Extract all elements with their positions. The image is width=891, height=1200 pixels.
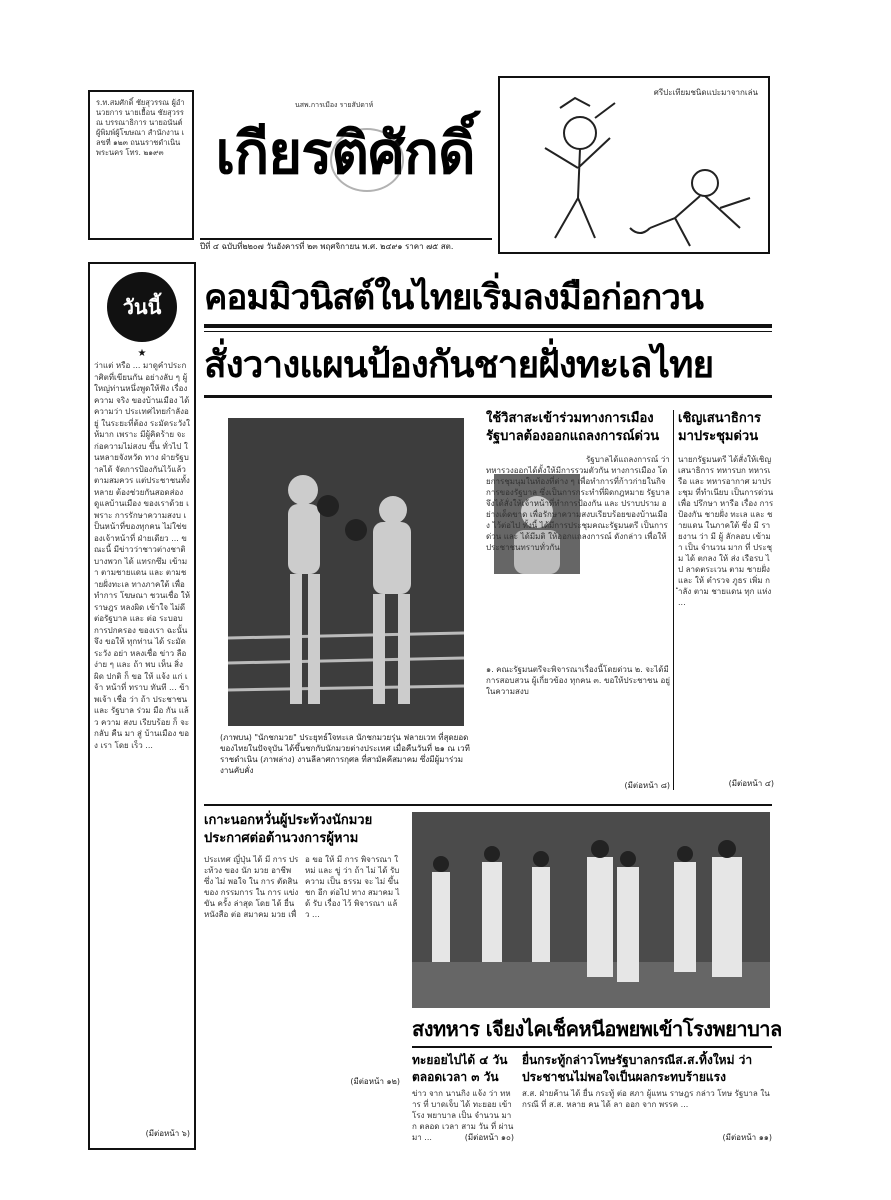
masthead-subtitle: นสพ.การเมือง รายสัปดาห์ [295,101,374,109]
masthead-title: เกียรติศักดิ์ [215,119,475,187]
story-4-body: ข่าว จาก นานกิง แจ้ง ว่า ทหาร ที่ บาดเจ็บ ได้ ทะยอย เข้า โรง พยาบาล เป็น จำนวน มาก ตลอด เวลา สาม วัน ที่ ผ่าน มา ... [412,1089,514,1142]
side-column-continued: (มีต่อหน้า ๖) [145,1129,190,1138]
story-1-headline: ใช้วิสาสะเข้าร่วมทางการเมือง รัฐบาลต้องออกแถลงการณ์ด่วน [486,411,660,444]
headline-rule-3 [204,395,772,398]
boxing-photo-figures [228,418,464,726]
side-column-body: ว่าแต่ หรือ ... มาดูคำประกาศิตที่เขียนกัน อย่างลับ ๆ ผู้ใหญ่ท่านหนึ่งพูดให้ฟัง เรื่อง ความ จริง ของบ้านเมือง ได้ความว่า ประเทศไทยกำลังอยู่ ในระยะที่ต้อง ระมัดระวังให้มาก เพราะ มีผู้คิดร้าย จะ ก่อความไม่สงบ ขึ้น ทั่วไป ในหลายจังหวัด ทาง ฝ่ายรัฐบาลได้ จัดการป้องกันไว้แล้ว ตามสมควร แต่ประชาชนทั้งหลาย ต้องช่วยกันสอดส่อง ดูแลบ้านเมือง ของเราด้วย เพราะ การรักษาความสงบ เป็นหน้าที่ของทุกคน ไม่ใช่ของเจ้าหน้าที่ ฝ่ายเดียว ... ขณะนี้ มีข่าวว่าชาวต่างชาติ บางพวก ได้ แทรกซึม เข้ามา ตามชายแดน และ ตามชายฝั่งทะเล ทางภาคใต้ เพื่อ ทำการ โฆษณา ชวนเชื่อ ให้ ราษฎร หลงผิด เข้าใจ ไม่ดี ต่อรัฐบาล และ ต่อ ระบอบ การปกครอง ของเรา ฉะนั้น จึง ขอให้ ทุกท่าน ได้ ระมัดระวัง อย่า หลงเชื่อ ข่าว ลือ ง่าย ๆ และ ถ้า พบ เห็น สิ่ง ผิด ปกติ ก็ ขอ ให้ แจ้ง แก่ เจ้า หน้าที่ ทราบ ทันที ... ข้าพเจ้า เชื่อ ว่า ถ้า ประชาชน และ รัฐบาล ร่วม มือ กัน แล้ว ความ สงบ เรียบร้อย ก็ จะ กลับ คืน มา สู่ บ้านเมือง ของ เรา โดย เร็ว ... [94,361,190,750]
story-4 [412,1052,514,1152]
story-2-continued: (มีต่อหน้า ๔) [728,779,774,788]
staff-box [88,90,194,240]
story-1 [486,410,670,798]
story-1-continued: (มีต่อหน้า ๘) [624,781,670,790]
story-4-headline: ทะยอยไปได้ ๔ วัน ตลอดเวลา ๓ วัน [412,1053,508,1084]
side-column [88,262,196,1150]
cartoon-frame [498,76,770,254]
masthead-rule [200,238,492,240]
boxing-photo [228,418,464,726]
story-3-continued: (มีต่อหน้า ๑๒) [350,1077,400,1086]
story-3-body: ประเทศ ญี่ปุ่น ได้ มี การ ประท้วง ของ นัก มวย อาชีพ ซึ่ง ไม่ พอใจ ใน การ ตัดสิน ของ กรรมการ ใน การ แข่งขัน ครั้ง ล่าสุด โดย ได้ ยื่น หนังสือ ต่อ สมาคม มวย เพื่อ ขอ ให้ มี การ พิจารณา ใหม่ และ ขู่ ว่า ถ้า ไม่ ได้ รับ ความ เป็น ธรรม จะ ไม่ ขึ้น ชก อีก ต่อไป ทาง สมาคม ได้ รับ เรื่อง ไว้ พิจารณา แล้ว ... [204,855,400,919]
headline-3: สงทหาร เจียงไคเช็คหนีอพยพเข้าโรงพยาบาล [412,1017,782,1041]
story-2-body: นายกรัฐมนตรี ได้สั่งให้เชิญ เสนาธิการ ทหารบก ทหารเรือ และ ทหารอากาศ มาประชุม ที่ทำเนียบ เป็นการด่วน เพื่อ ปรึกษา หารือ เรื่อง การ ป้องกัน ชายฝั่ง ทะเล และ ชายแดน ในภาคใต้ ซึ่ง มี รายงาน ว่า มี ผู้ ลักลอบ เข้ามา เป็น จำนวน มาก ที่ ประชุม ได้ ตกลง ให้ ส่ง เรือรบ ไป ลาดตระเวน ตาม ชายฝั่ง และ ให้ ตำรวจ ภูธร เพิ่ม กำลัง ตาม ชายแดน ทุก แห่ง ... [678,455,774,607]
boxing-photo-caption: (ภาพบน) "นักชกมวย" ประยุทธ์ใจทะเล นักชกมวยรุ่น ฟลายเวท ที่สุดยอดของไทยในปัจจุบัน ได้ขึ้นชกกับนักมวยต่างประเทศ เมื่อคืนวันที่ ๒๑ ณ เวทีราชดำเนิน (ภาพล่าง) งานลีลาศการกุศล ที่สามัคคีสมาคม ซึ่งมีผู้มาร่วมงานคับคั่ง [220,733,470,775]
story-3 [204,812,400,1092]
story-5 [522,1052,772,1152]
masthead [200,88,490,238]
story-4-continued: (มีต่อหน้า ๑๐) [464,1133,514,1142]
story-3-headline: เกาะนอกหวั่นผู้ประท้วงนักมวย ประกาศต่อต้านวงการผู้หาม [204,813,373,846]
story-1-body: รัฐบาลได้แถลงการณ์ ว่า ทหารวงออกได้ตั้งให้มีการรวมตัวกัน ทางการเมือง โดยการชุมนุมในท้องที่ต่าง ๆ เพื่อทำการที่ก้าวก่ายในกิจการของรัฐบาล ซึ่งเป็นการกระทำที่ผิดกฎหมาย รัฐบาลจึงได้สั่งให้เจ้าหน้าที่ทำการป้องกัน และ ปราบปราม อย่างเด็ดขาด เพื่อรักษาความสงบเรียบร้อยของบ้านเมือง ไว้ต่อไป ทั้งนี้ ได้มีการประชุมคณะรัฐมนตรี เป็นการด่วน และ ได้มีมติ ให้ออกแถลงการณ์ ดังกล่าว เพื่อให้ประชาชนทราบทั่วกัน [486,455,670,552]
side-column-title: วันนี้ [122,295,162,319]
story-1-list: ๑. คณะรัฐมนตรีจะพิจารณาเรื่องนี้โดยด่วน ๒. จะได้มีการสอบสวน ผู้เกี่ยวข้อง ทุกคน ๓. ขอให้ประชาชน อยู่ในความสงบ [486,665,670,696]
story-5-body: ส.ส. ฝ่ายค้าน ได้ ยื่น กระทู้ ต่อ สภา ผู้แทน ราษฎร กล่าว โทษ รัฐบาล ใน กรณี ที่ ส.ส. หลาย คน ได้ ลา ออก จาก พรรค ... [522,1089,770,1109]
headline-3-rule [412,1046,772,1048]
side-column-badge [107,272,177,342]
headline-rule-2 [204,331,772,332]
dance-photo-figures [412,812,770,1008]
headline-rule-1 [204,324,772,328]
masthead-ornament [330,128,404,192]
column-rule [673,410,674,790]
story-5-continued: (มีต่อหน้า ๑๑) [722,1133,772,1142]
staff-box-text: ร.ท.สมศักดิ์ ชัยสุวรรณ ผู้อำนวยการ นายเยื้อน ชัยสุวรรณ บรรณาธิการ นายอนันต์ ผู้พิมพ์ผู้โฆษณา สำนักงาน เลขที่ ๑๒๓ ถนนราชดำเนิน พระนคร โทร. ๒๑๙๓ [96,98,185,157]
issue-line: ปีที่ ๔ ฉบับที่๒๒๐๗ วันอังคารที่ ๒๓ พฤศจิกายน พ.ศ. ๒๔๙๑ ราคา ๗๕ สต. [200,242,454,251]
cartoon-caption: ศรีปะเทียมชนิดแปะมาจากเล่น [653,88,758,97]
story-2-headline: เชิญเสนาธิการมาประชุมด่วน [678,411,761,444]
headline-1: คอมมิวนิสต์ในไทยเริ่มลงมือก่อกวน [204,278,703,318]
headline-2: สั่งวางแผนป้องกันชายฝั่งทะเลไทย [204,343,714,386]
story-5-headline: ยื่นกระทู้กล่าวโทษรัฐบาลกรณีส.ส.ทิ้งใหม่ ว่าประชาชนไม่พอใจเป็นผลกระทบร้ายแรง [522,1053,753,1084]
section-rule [204,804,772,806]
story-2 [678,410,774,798]
dance-photo [412,812,770,1008]
star-icon: ★ [137,348,147,359]
cartoon-drawing [500,78,768,252]
